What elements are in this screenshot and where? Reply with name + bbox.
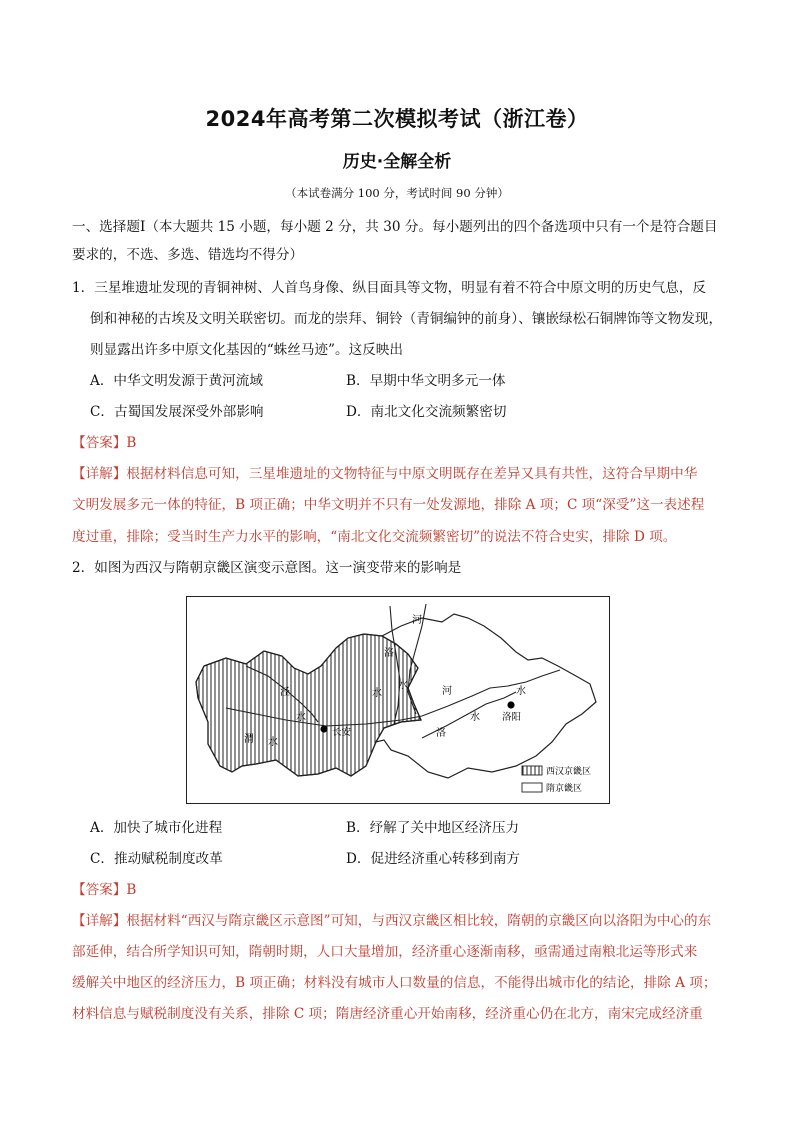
q1-option-d: D．南北文化交流频繁密切 <box>346 404 507 420</box>
luoyang-marker <box>507 701 514 708</box>
q2-answer-value: B <box>126 882 137 898</box>
q2-detail-line4: 材料信息与赋税制度没有关系，排除 C 项；隋唐经济重心开始南移，经济重心仍在北方，南宋完成经济重 <box>72 1006 703 1022</box>
label-shui-4: 水 <box>268 737 278 748</box>
q1-stem-line3: 则显露出许多中原文化基因的“蛛丝马迹”。这反映出 <box>90 342 403 358</box>
label-shui-2: 水 <box>398 680 408 691</box>
q1-answer <box>72 433 136 453</box>
q1-detail-text1: 根据材料信息可知，三星堆遗址的文物特征与中原文明既存在差异又具有共性，这符合早期中华 <box>126 466 698 482</box>
legend-xihan-label: 西汉京畿区 <box>546 767 592 777</box>
q1-detail-line3: 度过重，排除；受当时生产力水平的影响，“南北文化交流频繁密切”的说法不符合史实，排除 D 项。 <box>72 529 677 545</box>
q1-stem-line2: 倒和神秘的古埃及文明关联密切。而龙的崇拜、铜铃（青铜编钟的前身）、镶嵌绿松石铜牌饰等文物发现， <box>90 311 723 327</box>
q2-detail-text1: 根据材料“西汉与隋京畿区示意图”可知，与西汉京畿区相比较，隋朝的京畿区向以洛阳为中心的东 <box>126 913 712 929</box>
q1-option-a: A．中华文明发源于黄河流域 <box>90 373 263 389</box>
page-subtitle: 历史·全解全析 <box>342 152 452 172</box>
q2-answer-label: 【答案】 <box>72 882 127 898</box>
label-shui-3: 水 <box>296 712 306 723</box>
q2-option-b: B．纾解了关中地区经济压力 <box>346 820 520 836</box>
label-shui-6: 水 <box>470 712 480 723</box>
q2-stem: 2．如图为西汉与隋朝京畿区演变示意图。这一演变带来的影响是 <box>72 560 462 576</box>
q1-option-c: C．古蜀国发展深受外部影响 <box>90 404 264 420</box>
label-jing: 泾 <box>280 687 290 698</box>
q2-detail-line2: 部延伸，结合所学知识可知，隋朝时期，人口大量增加，经济重心逐渐南移，亟需通过南粮北运等形式来 <box>72 944 698 960</box>
q2-answer <box>72 880 136 900</box>
q2-option-d: D．促进经济重心转移到南方 <box>346 851 521 867</box>
label-changan: 长安 <box>332 727 352 738</box>
q2-detail-line1 <box>72 911 711 931</box>
section-heading-line2: 要求的，不选、多选、错选均不得分） <box>72 247 304 263</box>
page-title: 2024年高考第二次模拟考试（浙江卷） <box>205 107 589 131</box>
q2-option-c: C．推动赋税制度改革 <box>90 851 223 867</box>
exam-note: （本试卷满分 100 分，考试时间 90 分钟） <box>285 186 509 200</box>
label-luo-bottom: 洛 <box>436 728 446 739</box>
q1-detail-line1 <box>72 464 697 484</box>
q1-detail-label: 【详解】 <box>72 466 127 482</box>
section-heading-line1: 一、选择题Ⅰ（本大题共 15 小题，每小题 2 分，共 30 分。每小题列出的四个备选项中只有一个是符合题目 <box>72 219 718 235</box>
legend-xihan-swatch <box>522 766 542 775</box>
label-luo-top: 洛 <box>384 648 394 659</box>
q1-answer-label: 【答案】 <box>72 435 127 451</box>
label-shui-5: 水 <box>516 686 526 697</box>
q1-stem-line1: 1．三星堆遗址发现的青铜神树、人首鸟身像、纵目面具等文物，明显有着不符合中原文明的历史气息，反 <box>72 280 706 296</box>
label-luoyang: 洛阳 <box>502 712 522 723</box>
legend-sui-label: 隋京畿区 <box>546 784 583 794</box>
q1-detail-line2: 文明发展多元一体的特征，B 项正确；中华文明并不只有一处发源地，排除 A 项；C 项“深受”这一表述程 <box>72 497 705 513</box>
legend-sui-swatch <box>522 783 542 792</box>
q1-option-b: B．早期中华文明多元一体 <box>346 373 506 389</box>
q1-answer-value: B <box>126 435 137 451</box>
q2-option-a: A．加快了城市化进程 <box>90 820 223 836</box>
label-he-mid: 河 <box>442 686 452 697</box>
label-wei: 渭 <box>244 734 254 745</box>
changan-marker <box>320 725 327 732</box>
jingji-map <box>186 596 610 804</box>
label-shui-1: 水 <box>372 688 382 699</box>
label-he-top: 河 <box>412 615 422 626</box>
q2-detail-line3: 缓解关中地区的经济压力，B 项正确；材料没有城市人口数量的信息，不能得出城市化的结论，排除 A 项； <box>72 975 717 991</box>
q2-detail-label: 【详解】 <box>72 913 127 929</box>
